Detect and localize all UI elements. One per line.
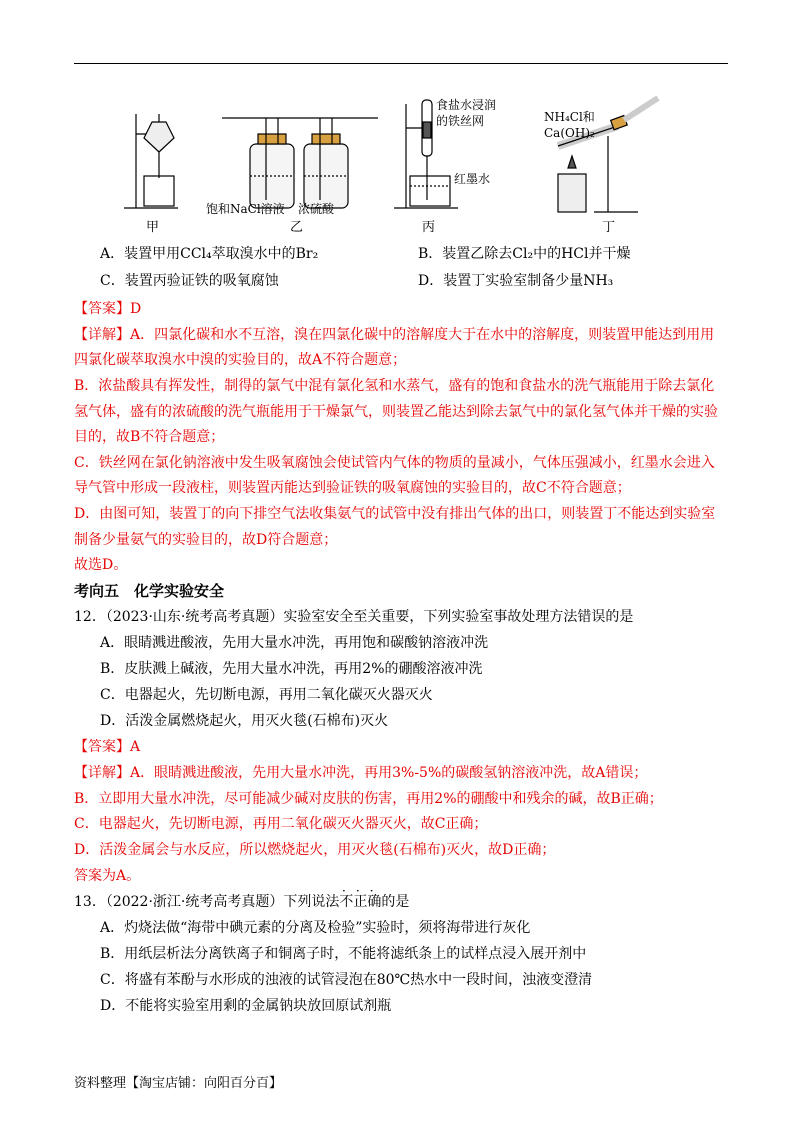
q11-detail-line: D．由图可知，装置丁的向下排空气法收集氨气的试管中没有排出气体的出口，则装置丁不能达到实验室: [74, 506, 716, 522]
q12-detail-line: D．活泼金属会与水反应，所以燃烧起火，用灭火毯(石棉布)灭火，故D正确；: [74, 842, 556, 858]
q13-option: C．将盛有苯酚与水形成的浊液的试管浸泡在80℃热水中一段时间，浊液变澄清: [100, 972, 593, 988]
q12-detail-line: 【详解】A．眼睛溅进酸液，先用大量水冲洗，再用3%-5%的碳酸氢钠溶液冲洗，故A错误；: [74, 765, 648, 781]
q13-stem: [74, 894, 409, 910]
q12-option: D．活泼金属燃烧起火，用灭火毯(石棉布)灭火: [100, 713, 389, 729]
label-nh4cl: NH₄Cl和: [544, 110, 595, 124]
q12-detail-line: C．电器起火，先切断电源，再用二氧化碳灭火器灭火，故C正确；: [74, 816, 488, 832]
q11-detail-line: 目的，故B不符合题意；: [74, 429, 225, 445]
q11-detail-line: 【详解】A．四氯化碳和水不互溶，溴在四氯化碳中的溶解度大于在水中的溶解度，则装置甲能达到用用: [74, 327, 715, 343]
section-heading: 考向五 化学实验安全: [74, 582, 225, 600]
q13-stem-pre: 13．（2022·浙江·统考高考真题）下列说法: [74, 894, 340, 910]
q12-option: C．电器起火，先切断电源，再用二氧化碳灭火器灭火: [100, 687, 433, 703]
q11-option-d: D．装置丁实验室制备少量NH₃: [418, 273, 614, 289]
q12-option: B．皮肤溅上碱液，先用大量水冲洗，再用2%的硼酸溶液冲洗: [100, 661, 483, 677]
header-rule: [74, 63, 728, 64]
q11-detail-line: 制备少量氨气的实验目的，故D符合题意；: [74, 532, 338, 548]
label-nacl: 饱和NaCl溶液: [206, 202, 285, 216]
q13-option: A．灼烧法做“海带中碘元素的分离及检验”实验时，须将海带进行灰化: [100, 920, 531, 936]
caption-yi: 乙: [290, 220, 304, 235]
caption-bing: 丙: [422, 220, 436, 235]
q13-stem-emphasis: ・ ・ ・ 不正确: [339, 894, 381, 910]
caption-ding: 丁: [602, 220, 616, 235]
q13-option: D．不能将实验室用剩的金属钠块放回原试剂瓶: [100, 998, 392, 1014]
q12-option: A．眼睛溅进酸液，先用大量水冲洗，再用饱和碳酸钠溶液冲洗: [100, 635, 489, 651]
q12-detail-line: B．立即用大量水冲洗，尽可能减少碱对皮肤的伤害，再用2%的硼酸中和残余的碱，故B正确；: [74, 791, 663, 807]
label-caoh2: Ca(OH)₂: [544, 126, 595, 140]
q11-option-a: A．装置甲用CCl₄萃取溴水中的Br₂: [100, 246, 319, 262]
apparatus-figure: [118, 96, 678, 236]
q11-option-b: B．装置乙除去Cl₂中的HCl并干燥: [418, 246, 631, 262]
q11-option-c: C．装置丙验证铁的吸氧腐蚀: [100, 273, 279, 289]
q11-detail-line: 导气管中形成一段液柱，则装置丙能达到验证铁的吸氧腐蚀的实验目的，故C不符合题意；: [74, 480, 631, 496]
q12-stem: 12．（2023·山东·统考高考真题）实验室安全至关重要，下列实验室事故处理方法错误的是: [74, 609, 634, 625]
q12-detail-line: 答案为A。: [74, 868, 141, 884]
q11-detail-line: 四氯化碳萃取溴水中溴的实验目的，故A不符合题意；: [74, 352, 407, 368]
q11-detail-line: 故选D。: [74, 557, 128, 573]
label-ink: 红墨水: [454, 172, 491, 186]
q12-answer: 【答案】A: [74, 739, 141, 755]
footer-source: 资料整理【淘宝店铺：向阳百分百】: [74, 1076, 283, 1091]
q11-detail-line: 氢气体，盛有的浓硫酸的洗气瓶能用于干燥氯气，则装置乙能达到除去氯气中的氯化氢气体并干燥的实验: [74, 404, 718, 420]
q11-answer: 【答案】D: [74, 301, 142, 317]
label-wire1: 食盐水浸润: [436, 98, 497, 112]
q11-detail-line: B．浓盐酸具有挥发性，制得的氯气中混有氯化氢和水蒸气，盛有的饱和食盐水的洗气瓶能用于除去氯化: [74, 378, 715, 394]
label-wire2: 的铁丝网: [436, 114, 485, 128]
q13-option: B．用纸层析法分离铁离子和铜离子时，不能将滤纸条上的试样点浸入展开剂中: [100, 946, 587, 962]
caption-jia: 甲: [146, 220, 160, 235]
q11-detail-line: C．铁丝网在氯化钠溶液中发生吸氧腐蚀会使试管内气体的物质的量减小，气体压强减小，红墨水会进入: [74, 455, 715, 471]
label-h2so4: 浓硫酸: [298, 202, 335, 216]
q13-stem-post: 的是: [381, 894, 410, 910]
